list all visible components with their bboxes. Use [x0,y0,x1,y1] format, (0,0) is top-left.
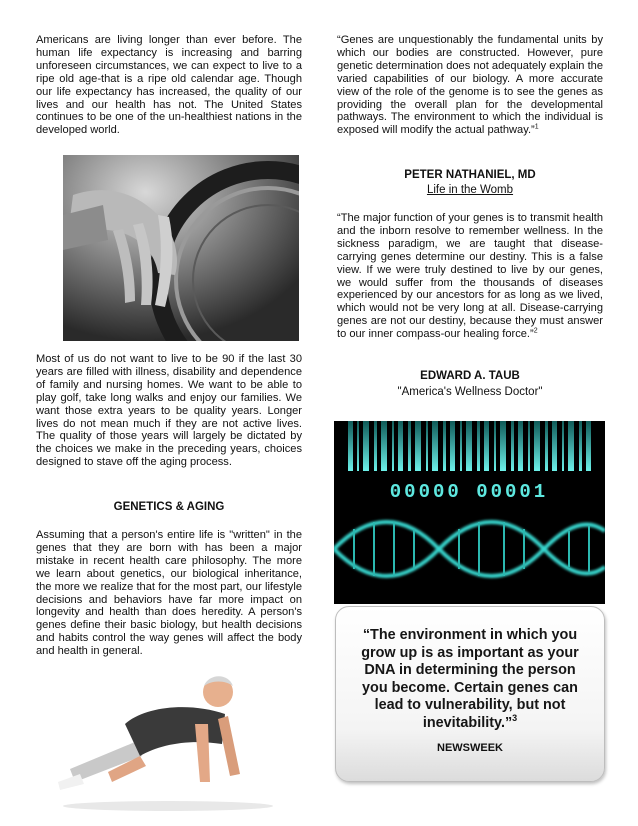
author-name-1: PETER NATHANIEL, MD [404,169,536,181]
genetics-paragraph: Assuming that a person's entire life is "written" in the genes that they are born with has been a major mistake in recent health care philosophy. The more we learn about genetics, our biological inheritance, the more we realize that for the most part, our lifestyle decisions and behaviors have far more impact on longevity and health than does heredity. A person's genes define their basic biology, but health decisions and habits control the way genes will affect the body and health in general. [36,529,302,658]
genes-quote [337,34,603,137]
book-title: Life in the Womb [426,184,514,196]
footnote-3: 3 [512,713,518,724]
wheelchair-hand-photo [63,155,299,341]
pull-quote-box [335,606,605,782]
section-heading: GENETICS & AGING [113,501,225,513]
aging-paragraph: Most of us do not want to live to be 90 if the last 30 years are filled with illness, disability and dependence of family and nursing homes. We want to be able to play golf, take long walks and enjoy our families. We want those extra years to be quality years. Longer lives do not mean much if they are not active lives. The quality of those years will largely be dictated by the choices we make in the preceding years, choices designed to stave off the aging process. [36,353,302,469]
footnote-2: 2 [533,327,538,335]
healing-quote-text: “The major function of your genes is to transmit health and the inborn resolve to remember wellness. In the sickness paradigm, we are taught that disease-carrying genes determine our destiny. This is a false view. If we were truly destined to live by our genes, we would suffer from the thousands of diseases experienced by our ancestors for as long as we lived, which would not be very long at all. Disease-carrying genes are not our destiny, because they must answer to our inner compass-our healing force.” [337,212,603,341]
barcode-digits: 00000 00001 [389,481,549,503]
author-name-2: EDWARD A. TAUB [420,370,520,382]
dna-barcode-image [334,421,605,604]
pull-quote-source: NEWSWEEK [437,742,503,754]
pull-quote [350,627,590,733]
genes-quote-text: “Genes are unquestionably the fundamental units by which our bodies are constructed. However, pure genetic determination does not adequately explain the varied capabilities of our biology. A more accurate view of the role of the genome is to see the genes as providing the overall plan for the developmental pathways. The environment to which the individual is exposed will modify the actual pathway.” [337,34,603,137]
pull-quote-text: “The environment in which you grow up is as important as your DNA in determining the person you become. Certain genes can lead to vulnerability, but not inevitability.” [361,627,579,731]
intro-paragraph: Americans are living longer than ever before. The human life expectancy is increasing and barring unforeseen circumstances, we can expect to live to a ripe old age-that is a ripe old calendar age. Though our life expectancy has increased, the quality of our lives and our health has not. The United States continues to be one of the un-healthiest nations in the developed world. [36,34,302,137]
pushup-man-photo [50,664,286,814]
author-title: "America's Wellness Doctor" [397,386,543,398]
healing-quote [337,212,603,341]
footnote-1: 1 [534,123,539,131]
